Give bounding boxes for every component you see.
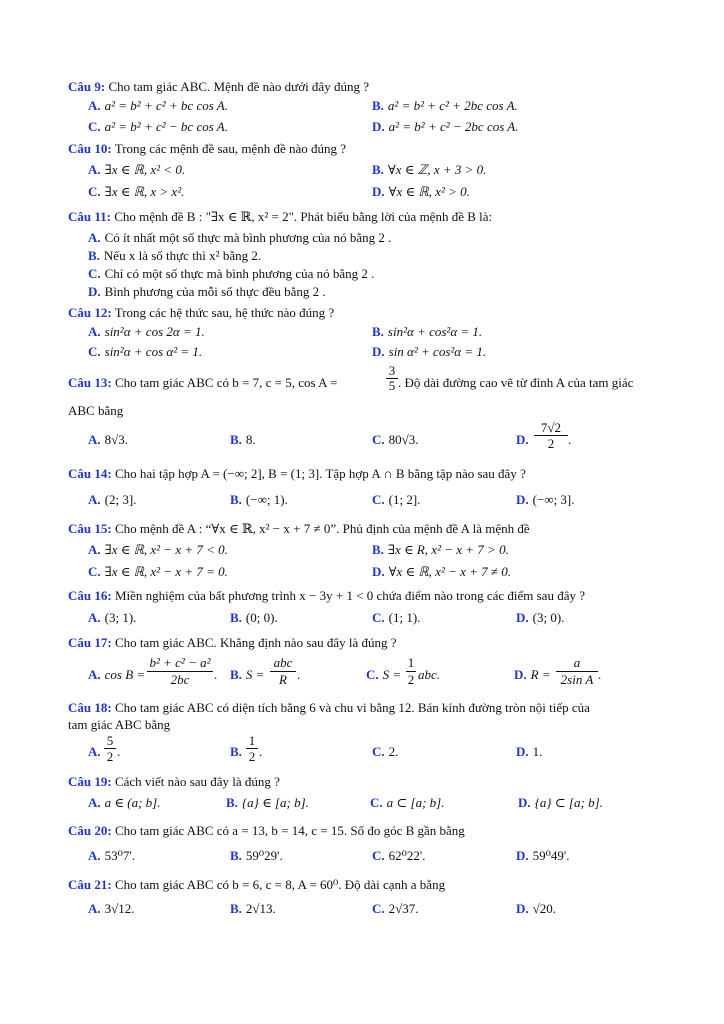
option-label: A.	[88, 98, 101, 113]
option-label: D.	[372, 119, 385, 134]
option-b	[230, 431, 256, 448]
option-label: C.	[366, 667, 379, 682]
option-d	[516, 900, 556, 917]
option-label: D.	[514, 667, 527, 682]
option-b	[230, 666, 264, 683]
option-d	[372, 563, 511, 580]
option-d	[516, 847, 569, 864]
fraction-numerator: b² + c² − a²	[149, 655, 211, 670]
option-text: (1; 2].	[388, 492, 421, 507]
option-label: C.	[88, 564, 101, 579]
option-c	[372, 431, 419, 448]
fraction-denominator: 2	[246, 748, 258, 764]
option-text: ∃x ∈ ℝ, x² − x + 7 = 0.	[104, 564, 228, 579]
option-c	[372, 900, 419, 917]
question-text: Miền nghiệm của bất phương trình x − 3y + 1 < 0 chứa điểm nào trong các điểm sau đây ?	[114, 588, 585, 603]
question-title: Câu 9:	[68, 79, 106, 94]
question-text: Cho mệnh đề A : “∀x ∈ ℝ, x² − x + 7 ≠ 0”. Phủ định của mệnh đề A là mệnh đề	[114, 521, 530, 536]
fraction-denominator: 2bc	[147, 671, 213, 688]
option-text: cos B =	[104, 667, 146, 682]
option-label: D.	[518, 795, 531, 810]
option-a	[88, 609, 136, 626]
option-b	[230, 847, 283, 864]
option-label: C.	[372, 492, 385, 507]
option-text: S =	[382, 667, 402, 682]
option-text: ∀x ∈ ℤ, x + 3 > 0.	[387, 162, 487, 177]
question-text: Cho tam giác ABC. Mệnh đề nào dưới đây đúng ?	[108, 79, 369, 94]
question-20-stem	[68, 822, 680, 839]
question-text-line2: tam giác ABC bằng	[68, 717, 171, 732]
question-13-stem	[68, 374, 337, 391]
option-label: B.	[230, 848, 242, 863]
option-text: a ∈ (a; b].	[104, 795, 161, 810]
option-label: B.	[230, 492, 242, 507]
question-text: Trong các hệ thức sau, hệ thức nào đúng ?	[114, 305, 335, 320]
option-text: (1; 1).	[388, 610, 421, 625]
fraction-numerator: 5	[106, 733, 114, 748]
fraction-numerator: abc	[273, 655, 293, 670]
option-a	[88, 541, 228, 558]
option-label: A.	[88, 492, 101, 507]
question-title: Câu 19:	[68, 774, 112, 789]
fraction-numerator: a	[573, 655, 581, 670]
option-b	[372, 323, 482, 340]
fraction-numerator: 1	[248, 733, 256, 748]
fraction	[556, 655, 598, 688]
option-d	[372, 343, 486, 360]
option-label: B.	[230, 901, 242, 916]
option-text: Chỉ có một số thực mà bình phương của nó bằng 2 .	[104, 266, 375, 281]
question-17-stem	[68, 634, 680, 651]
option-c	[372, 609, 420, 626]
option-label: B.	[372, 162, 384, 177]
question-text-line2: ABC bằng	[68, 403, 124, 418]
option-text: 59⁰29'.	[245, 848, 283, 863]
option-d	[516, 609, 564, 626]
option-text: 2.	[388, 744, 399, 759]
option-c	[372, 743, 398, 760]
option-punct: .	[259, 744, 263, 759]
option-punct: .	[117, 744, 121, 759]
option-a	[88, 491, 136, 508]
option-text: ∃x ∈ R, x² − x + 7 > 0.	[387, 542, 509, 557]
option-label: B.	[372, 98, 384, 113]
option-punct: .	[568, 432, 572, 447]
question-15-stem	[68, 520, 680, 537]
question-text: Cho tam giác ABC có diện tích bằng 6 và chu vi bằng 12. Bán kính đường tròn nội tiếp của	[114, 700, 590, 715]
question-text: Cho tam giác ABC có b = 6, c = 8, A = 60⁰. Độ dài cạnh a bằng	[114, 877, 446, 892]
question-19-stem	[68, 773, 680, 790]
option-text: sin α² + cos²α = 1.	[388, 344, 487, 359]
option-text: ∀x ∈ ℝ, x² − x + 7 ≠ 0.	[388, 564, 512, 579]
question-9-stem	[68, 78, 680, 95]
question-text: Cho tam giác ABC. Khẳng định nào sau đây là đúng ?	[114, 635, 397, 650]
option-label: C.	[88, 119, 101, 134]
question-title: Câu 13:	[68, 375, 112, 390]
fraction-numerator: 7√2	[540, 420, 562, 435]
option-label: D.	[516, 610, 529, 625]
option-text: 2√13.	[245, 901, 276, 916]
option-label: B.	[372, 324, 384, 339]
option-label: D.	[372, 184, 385, 199]
option-text: ∃x ∈ ℝ, x² − x + 7 < 0.	[104, 542, 228, 557]
option-a	[88, 847, 135, 864]
option-d	[518, 794, 603, 811]
question-14-stem	[68, 465, 680, 482]
question-title: Câu 17:	[68, 635, 112, 650]
question-title: Câu 15:	[68, 521, 112, 536]
option-label: D.	[516, 901, 529, 916]
option-c	[88, 183, 184, 200]
fraction	[270, 655, 296, 688]
option-label: A.	[88, 432, 101, 447]
fraction-numerator: 1	[407, 655, 415, 670]
option-a	[88, 229, 391, 246]
option-label: B.	[230, 432, 242, 447]
fraction	[386, 364, 398, 393]
option-label: A.	[88, 324, 101, 339]
option-punct: .	[297, 667, 301, 682]
option-label: B.	[372, 542, 384, 557]
option-label: A.	[88, 848, 101, 863]
option-a	[88, 97, 228, 114]
fraction	[104, 733, 116, 764]
option-b	[226, 794, 309, 811]
fraction-denominator: 2sin A	[556, 671, 598, 688]
fraction-denominator: 5	[386, 378, 398, 393]
option-punct: .	[214, 667, 218, 682]
option-d	[514, 666, 551, 683]
option-label: A.	[88, 610, 101, 625]
question-title: Câu 18:	[68, 700, 112, 715]
question-title: Câu 21:	[68, 877, 112, 892]
fraction	[534, 420, 568, 451]
question-title: Câu 11:	[68, 209, 111, 224]
option-label: D.	[516, 432, 529, 447]
option-d	[372, 183, 470, 200]
option-d	[516, 431, 533, 448]
option-text: (0; 0).	[245, 610, 278, 625]
option-label: C.	[372, 901, 385, 916]
option-label: C.	[372, 744, 385, 759]
question-text-continued: . Độ dài đường cao vẽ từ đỉnh A của tam giác	[398, 375, 634, 390]
option-label: C.	[370, 795, 383, 810]
option-b	[230, 900, 276, 917]
option-label: A.	[88, 230, 101, 245]
option-label: C.	[88, 344, 101, 359]
option-punct: .	[598, 667, 602, 682]
question-text: Cho tam giác ABC có a = 13, b = 14, c = 15. Số đo góc B gần bằng	[114, 823, 465, 838]
option-text: Có ít nhất một số thực mà bình phương của nó bằng 2 .	[104, 230, 392, 245]
option-text: 62⁰22'.	[388, 848, 426, 863]
option-label: B.	[88, 248, 100, 263]
option-label: D.	[88, 284, 101, 299]
fraction-denominator: R	[270, 671, 296, 688]
option-label: A.	[88, 795, 101, 810]
option-text: ∃x ∈ ℝ, x² < 0.	[104, 162, 186, 177]
question-text: Cho tam giác ABC có b = 7, c = 5, cos A =	[114, 375, 338, 390]
option-d	[372, 118, 518, 135]
fraction-denominator: 2	[104, 748, 116, 764]
option-text: (2; 3].	[104, 492, 137, 507]
option-b	[372, 541, 509, 558]
option-text: 8.	[245, 432, 256, 447]
option-text: a ⊂ [a; b].	[386, 795, 445, 810]
option-label: B.	[230, 744, 242, 759]
fraction-denominator: 2	[407, 672, 415, 687]
option-text: R =	[530, 667, 551, 682]
option-label: A.	[88, 667, 101, 682]
option-label: C.	[372, 432, 385, 447]
option-b	[230, 743, 246, 760]
question-11-stem	[68, 208, 680, 225]
option-label: B.	[230, 610, 242, 625]
fraction	[406, 655, 416, 688]
fraction-denominator: 2	[534, 435, 568, 451]
option-d	[88, 283, 326, 300]
option-text: a² = b² + c² + 2bc cos A.	[387, 98, 518, 113]
option-b	[230, 491, 288, 508]
option-label: A.	[88, 744, 101, 759]
option-a	[88, 666, 145, 683]
option-text: 1.	[532, 744, 543, 759]
question-18-stem	[68, 699, 590, 716]
option-text: 80√3.	[388, 432, 419, 447]
option-text: Nếu x là số thực thì x² bằng 2.	[103, 248, 262, 263]
question-21-stem	[68, 876, 680, 893]
option-text: ∃x ∈ ℝ, x > x².	[104, 184, 185, 199]
option-text: 8√3.	[104, 432, 129, 447]
option-c	[372, 491, 420, 508]
option-label: C.	[88, 184, 101, 199]
option-text: 3√12.	[104, 901, 135, 916]
fraction-numerator: 3	[388, 363, 396, 378]
option-d	[516, 491, 575, 508]
option-b	[88, 247, 261, 264]
option-b	[372, 97, 518, 114]
option-a	[88, 743, 105, 760]
option-label: D.	[372, 344, 385, 359]
option-text: {a} ∈ [a; b].	[241, 795, 309, 810]
option-text: √20.	[532, 901, 557, 916]
option-a	[88, 900, 135, 917]
option-c	[372, 847, 425, 864]
question-title: Câu 14:	[68, 466, 112, 481]
question-12-stem	[68, 304, 680, 321]
question-title: Câu 10:	[68, 141, 112, 156]
question-10-stem	[68, 140, 680, 157]
option-label: D.	[516, 744, 529, 759]
fraction	[246, 733, 258, 764]
option-label: D.	[516, 848, 529, 863]
question-title: Câu 16:	[68, 588, 112, 603]
option-text: a² = b² + c² + bc cos A.	[104, 98, 228, 113]
option-text: (−∞; 1).	[245, 492, 288, 507]
option-text: sin²α + cos 2α = 1.	[104, 324, 205, 339]
option-b	[230, 609, 278, 626]
option-a	[88, 794, 160, 811]
option-a	[88, 431, 128, 448]
option-label: C.	[88, 266, 101, 281]
option-d	[516, 743, 542, 760]
option-text: 2√37.	[388, 901, 419, 916]
option-text: a² = b² + c² − bc cos A.	[104, 119, 228, 134]
option-label: C.	[372, 848, 385, 863]
option-text: a² = b² + c² − 2bc cos A.	[388, 119, 519, 134]
option-label: D.	[516, 492, 529, 507]
question-title: Câu 12:	[68, 305, 112, 320]
option-text: Bình phương của mỗi số thực đều bằng 2 .	[104, 284, 326, 299]
fraction	[147, 655, 213, 688]
option-label: A.	[88, 162, 101, 177]
option-text: (3; 0).	[532, 610, 565, 625]
option-label: C.	[372, 610, 385, 625]
option-c	[88, 265, 374, 282]
option-c	[366, 666, 401, 683]
option-text: abc.	[418, 667, 441, 682]
option-c	[88, 343, 202, 360]
option-text: (3; 1).	[104, 610, 137, 625]
option-text: {a} ⊂ [a; b].	[534, 795, 603, 810]
option-label: A.	[88, 542, 101, 557]
option-a	[88, 161, 185, 178]
question-text: Cách viết nào sau đây là đúng ?	[114, 774, 280, 789]
option-text: S =	[245, 667, 265, 682]
option-text: 53⁰7'.	[104, 848, 135, 863]
option-a	[88, 323, 205, 340]
option-label: B.	[226, 795, 238, 810]
option-text: 59⁰49'.	[532, 848, 570, 863]
question-text: Cho hai tập hợp A = (−∞; 2], B = (1; 3]. Tập hợp A ∩ B bằng tập nào sau đây ?	[114, 466, 526, 481]
question-text: Cho mệnh đề B : "∃x ∈ ℝ, x² = 2". Phát biểu bằng lời của mệnh đề B là:	[114, 209, 493, 224]
option-c	[88, 563, 228, 580]
option-b	[372, 161, 486, 178]
option-label: B.	[230, 667, 242, 682]
question-16-stem	[68, 587, 680, 604]
option-c	[88, 118, 228, 135]
option-text: (−∞; 3].	[532, 492, 575, 507]
option-label: A.	[88, 901, 101, 916]
question-title: Câu 20:	[68, 823, 112, 838]
option-text: ∀x ∈ ℝ, x² > 0.	[388, 184, 470, 199]
option-label: D.	[372, 564, 385, 579]
question-text: Trong các mệnh đề sau, mệnh đề nào đúng ?	[114, 141, 347, 156]
option-c	[370, 794, 444, 811]
option-text: sin²α + cos²α = 1.	[387, 324, 483, 339]
option-text: sin²α + cos α² = 1.	[104, 344, 203, 359]
